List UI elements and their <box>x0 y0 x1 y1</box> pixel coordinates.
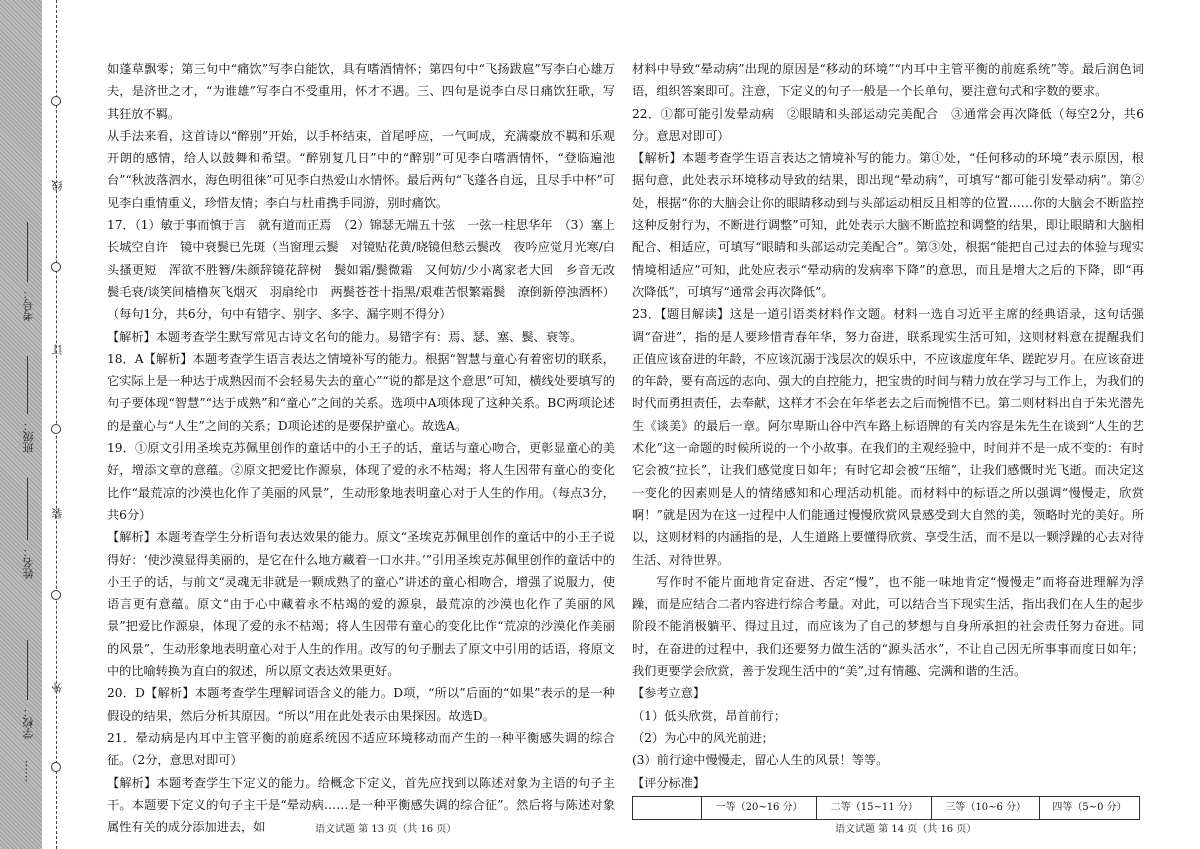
scoring-heading: 【评分标准】 <box>632 775 706 790</box>
binding-dots: …… <box>17 760 30 782</box>
reference-theme-heading: 【参考立意】 <box>632 686 706 701</box>
theme-item: （2）为心中的风光前进； <box>632 730 774 745</box>
binding-hole <box>51 590 61 600</box>
table-cell <box>633 796 702 819</box>
writing-guidance: 写作时不能片面地肯定奋进、否定“慢”，也不能一味地肯定“慢慢走”而将奋进理解为浮躁，而是应结合二者内容进行综合考量。对此，可以结合当下现实生活，指出我们在人生的起步阶段不能消极躺平、得过且过，而应该为了自己的梦想与自身所承担的社会责任努力奋进。同时，在奋进的过程中，我们还要努力做生活的“源头活水”，不让自己因无所事事而度日如年；我们更要学会欣赏，善于发现生活中的“美”,过有情趣、完满和谐的生活。 <box>632 574 1144 679</box>
answer-21: 21．晕动病是内耳中主管平衡的前庭系统因不适应环境移动而产生的一种平衡感失调的综合征。（2分，意思对即可） <box>107 730 615 768</box>
answer-22: 22．①都可能引发晕动病 ②眼睛和头部运动完美配合 ③通常会再次降低（每空2分，共6分。意思对即可） <box>632 106 1144 143</box>
binding-hole <box>51 762 61 772</box>
answer-23: 23．【题目解读】这是一道引语类材料作文题。材料一选自习近平主席的经典语录，这句话强调“奋进”，指的是人要珍惜青春年华，努力奋进，联系现实生活可知，这则材料意在提醒我们正值应该奋进的年龄，不应该沉溺于浅层次的娱乐中，不应该虚度年华、蹉跎岁月。在应该奋进的年龄，要有高远的志向、强大的自控能力，把宝贵的时间与精力放在学习与工作上，为我们的时代而勇担责任，去奉献，这样才不会在年华老去之后而惋惜不已。第二则材料出自于朱光潜先生《谈美》的最后一章。阿尔卑斯山谷中汽车路上标语牌的有关内容是朱先生在谈到“人生的艺术化”这一命题的时候所说的一个小故事。在我们的主观经验中，时间并不是一成不变的：有时它会被“拉长”，让我们感觉度日如年；有时它却会被“压缩”，让我们感慨时光飞逝。而决定这一变化的因素则是人的情绪感知和心理活动机能。而材料中的标语之所以强调“慢慢走，欣赏啊！”就是因为在这一过程中人们能通过慢慢欣赏风景感受到大自然的美，领略时光的美好。所以，这则材料的内涵指的是，人生道路上要懂得欣赏、享受生活，而不是以一颗浮躁的心去对待生活、对待世界。 <box>632 307 1144 567</box>
cut-mark-xian: 线 <box>51 180 64 191</box>
binding-hole <box>51 262 61 272</box>
answer-17: 17．（1）敏于事而慎于言 就有道而正焉 （2）锦瑟无端五十弦 一弦一柱思华年 （3）塞上长城空自许 镜中衰鬓已先斑（当窗理云鬓 对镜贴花黄/晓镜但愁云鬓改 夜吟应觉月光寒/白头搔更短 浑欲不胜簪/朱颜辞镜花辞树 鬓如霜/鬓微霜 又何妨/少小离家老大回 乡音无改鬓毛衰/谈笑间樯橹灰飞烟灭 羽扇纶巾 两鬓苍苍十指黑/艰难苦恨繁霜鬓 潦倒新停浊酒杯）（每句1分，共6分，句中有错字、别字、多字、漏字则不得分） <box>107 218 615 322</box>
table-cell: 四等（5~0 分） <box>1040 796 1140 819</box>
theme-item: (3）前行途中慢慢走，留心人生的风景！等等。 <box>632 753 889 768</box>
table-cell: 三等（10~6 分） <box>932 796 1040 819</box>
school-field <box>27 640 28 700</box>
cut-mark-zhuang: 装 <box>51 508 64 519</box>
class-label: 班级： <box>22 420 35 453</box>
left-column <box>107 58 615 838</box>
id-label: 考号： <box>22 288 35 321</box>
right-column <box>632 58 1144 820</box>
name-label: 姓名： <box>22 546 35 579</box>
answer-19: 19．①原文引用圣埃克苏佩里创作的童话中的小王子的话，童话与童心吻合，更彰显童心的美好，增添文章的意蕴。②原文把爱比作源泉，体现了爱的永不枯竭；将人生因带有童心的变化比作“最荒凉的沙漠也化作了美丽的风景”，生动形象地表明童心对于人生的作用。（每点3分，共6分） <box>107 441 615 522</box>
analysis-22: 【解析】本题考查学生语言表达之情境补写的能力。第①处，“任何移动的环境”表示原因，根据句意，此处表示环境移动导致的结果，即出现“晕动病”，可填写“都可能引发晕动病”。第②处，根据“你的大脑会让你的眼睛移动到与头部运动相反且相等的位置……你的大脑会不断监控这种反射行为，不断进行调整”可知，此处表示大脑不断监控和调整的结果，即让眼睛和大脑相配合、相适应，可填写“眼睛和头部运动完美配合”。第③处，根据“能把自己过去的体验与现实情境相适应”可知，此处应表示“晕动病的发病率下降”的意思，而且是增大之后的下降，即“再次降低”，可填写“通常会再次降低”。 <box>632 151 1144 299</box>
table-row <box>633 796 1140 819</box>
page-footer-left: 语文试题 第 13 页（共 16 页） <box>315 824 457 835</box>
class-field <box>27 356 28 414</box>
name-field <box>27 478 28 540</box>
cut-mark-ding: 订 <box>51 344 64 355</box>
cut-mark-outer: 外 <box>51 682 64 693</box>
table-cell: 二等（15~11 分） <box>817 796 932 819</box>
paragraph: 材料中导致“晕动病”出现的原因是“移动的环境”“内耳中主管平衡的前庭系统”等。最后润色词语，组织答案即可。注意，下定义的句子一般是一个长单句，要注意句式和字数的要求。 <box>632 62 1144 99</box>
paragraph: 从手法来看，这首诗以“醉别”开始，以手杯结束，首尾呼应，一气呵成，充满豪放不羁和乐观开朗的感情，给人以鼓舞和希望。“醉别复几日”中的“醉别”可见李白嗜酒情怀，“登临遍池台”“秋波落泗水，海色明徂徕”可见李白热爱山水情怀。最后两句“飞蓬各自远，且尽手中杯”可见李白重情重义，珍惜友情；李白与杜甫携手同游，别时痛饮。 <box>107 128 615 210</box>
binding-hole <box>51 424 61 434</box>
paragraph: 如蓬草飘零；第三句中“痛饮”写李白能饮，具有嗜酒情怀；第四句中“飞扬跋扈”写李白心雄万夫，是济世之才，“为谁雄”写李白不受重用，怀才不遇。三、四句是说李白尽日痛饮狂歌，写其狂放不羁。 <box>107 62 615 121</box>
school-label: 学校： <box>22 706 35 739</box>
analysis-17: 【解析】本题考查学生默写常见古诗文名句的能力。易错字有：焉、瑟、塞、鬓、衰等。 <box>107 329 583 344</box>
score-table <box>632 796 1140 820</box>
theme-item: （1）低头欣赏，昂首前行； <box>632 708 787 723</box>
page-footer-right: 语文试题 第 14 页（共 16 页） <box>835 824 977 835</box>
table-cell: 一等（20~16 分） <box>702 796 817 819</box>
analysis-21: 【解析】本题考查学生下定义的能力。给概念下定义，首先应找到以陈述对象为主语的句子主干。本题要下定义的句子主干是“晕动病……是一种平衡感失调的综合征”。然后将与陈述对象属性有关的成分添加进去，如 <box>107 775 615 835</box>
id-field <box>27 222 28 282</box>
answer-18: 18．A【解析】本题考查学生语言表达之情境补写的能力。根据“智慧与童心有着密切的联系，它实际上是一种达于成熟因而不会轻易失去的童心”“说的都是这个意思”可知，横线处要填写的句子要体现“智慧”“达于成熟”和“童心”之间的关系。选项中A项体现了这种关系。BC两项论述的是童心与“人生”之间的关系；D项论述的是要保护童心。故选A。 <box>107 351 615 433</box>
answer-20: 20．D【解析】本题考查学生理解词语含义的能力。D项，“所以”后面的“如果”表示的是一种假设的结果，然后分析其原因。“所以”用在此处表示由果探因。故选D。 <box>107 686 615 723</box>
analysis-19: 【解析】本题考查学生分析语句表达效果的能力。原文“圣埃克苏佩里创作的童话中的小王子说得好：‘使沙漠显得美丽的，是它在什么地方藏着一口水井。’”引用圣埃克苏佩里创作的童话中的小王子的话，与前文“灵魂无非就是一颗成熟了的童心”讲述的童心相吻合，增强了说服力，使语言更有意蕴。原文“由于心中藏着永不枯竭的爱的源泉，最荒凉的沙漠也化作了美丽的风景”把爱比作源泉，体现了爱的永不枯竭；将人生因带有童心的变化比作“荒凉的沙漠化作美丽的风景”，生动形象地表明童心对于人生的作用。改写的句子删去了原文中引用的话语，将原文中的比喻转换为直白的叙述，所以原文表达效果更好。 <box>107 530 615 679</box>
binding-hole <box>51 96 61 106</box>
